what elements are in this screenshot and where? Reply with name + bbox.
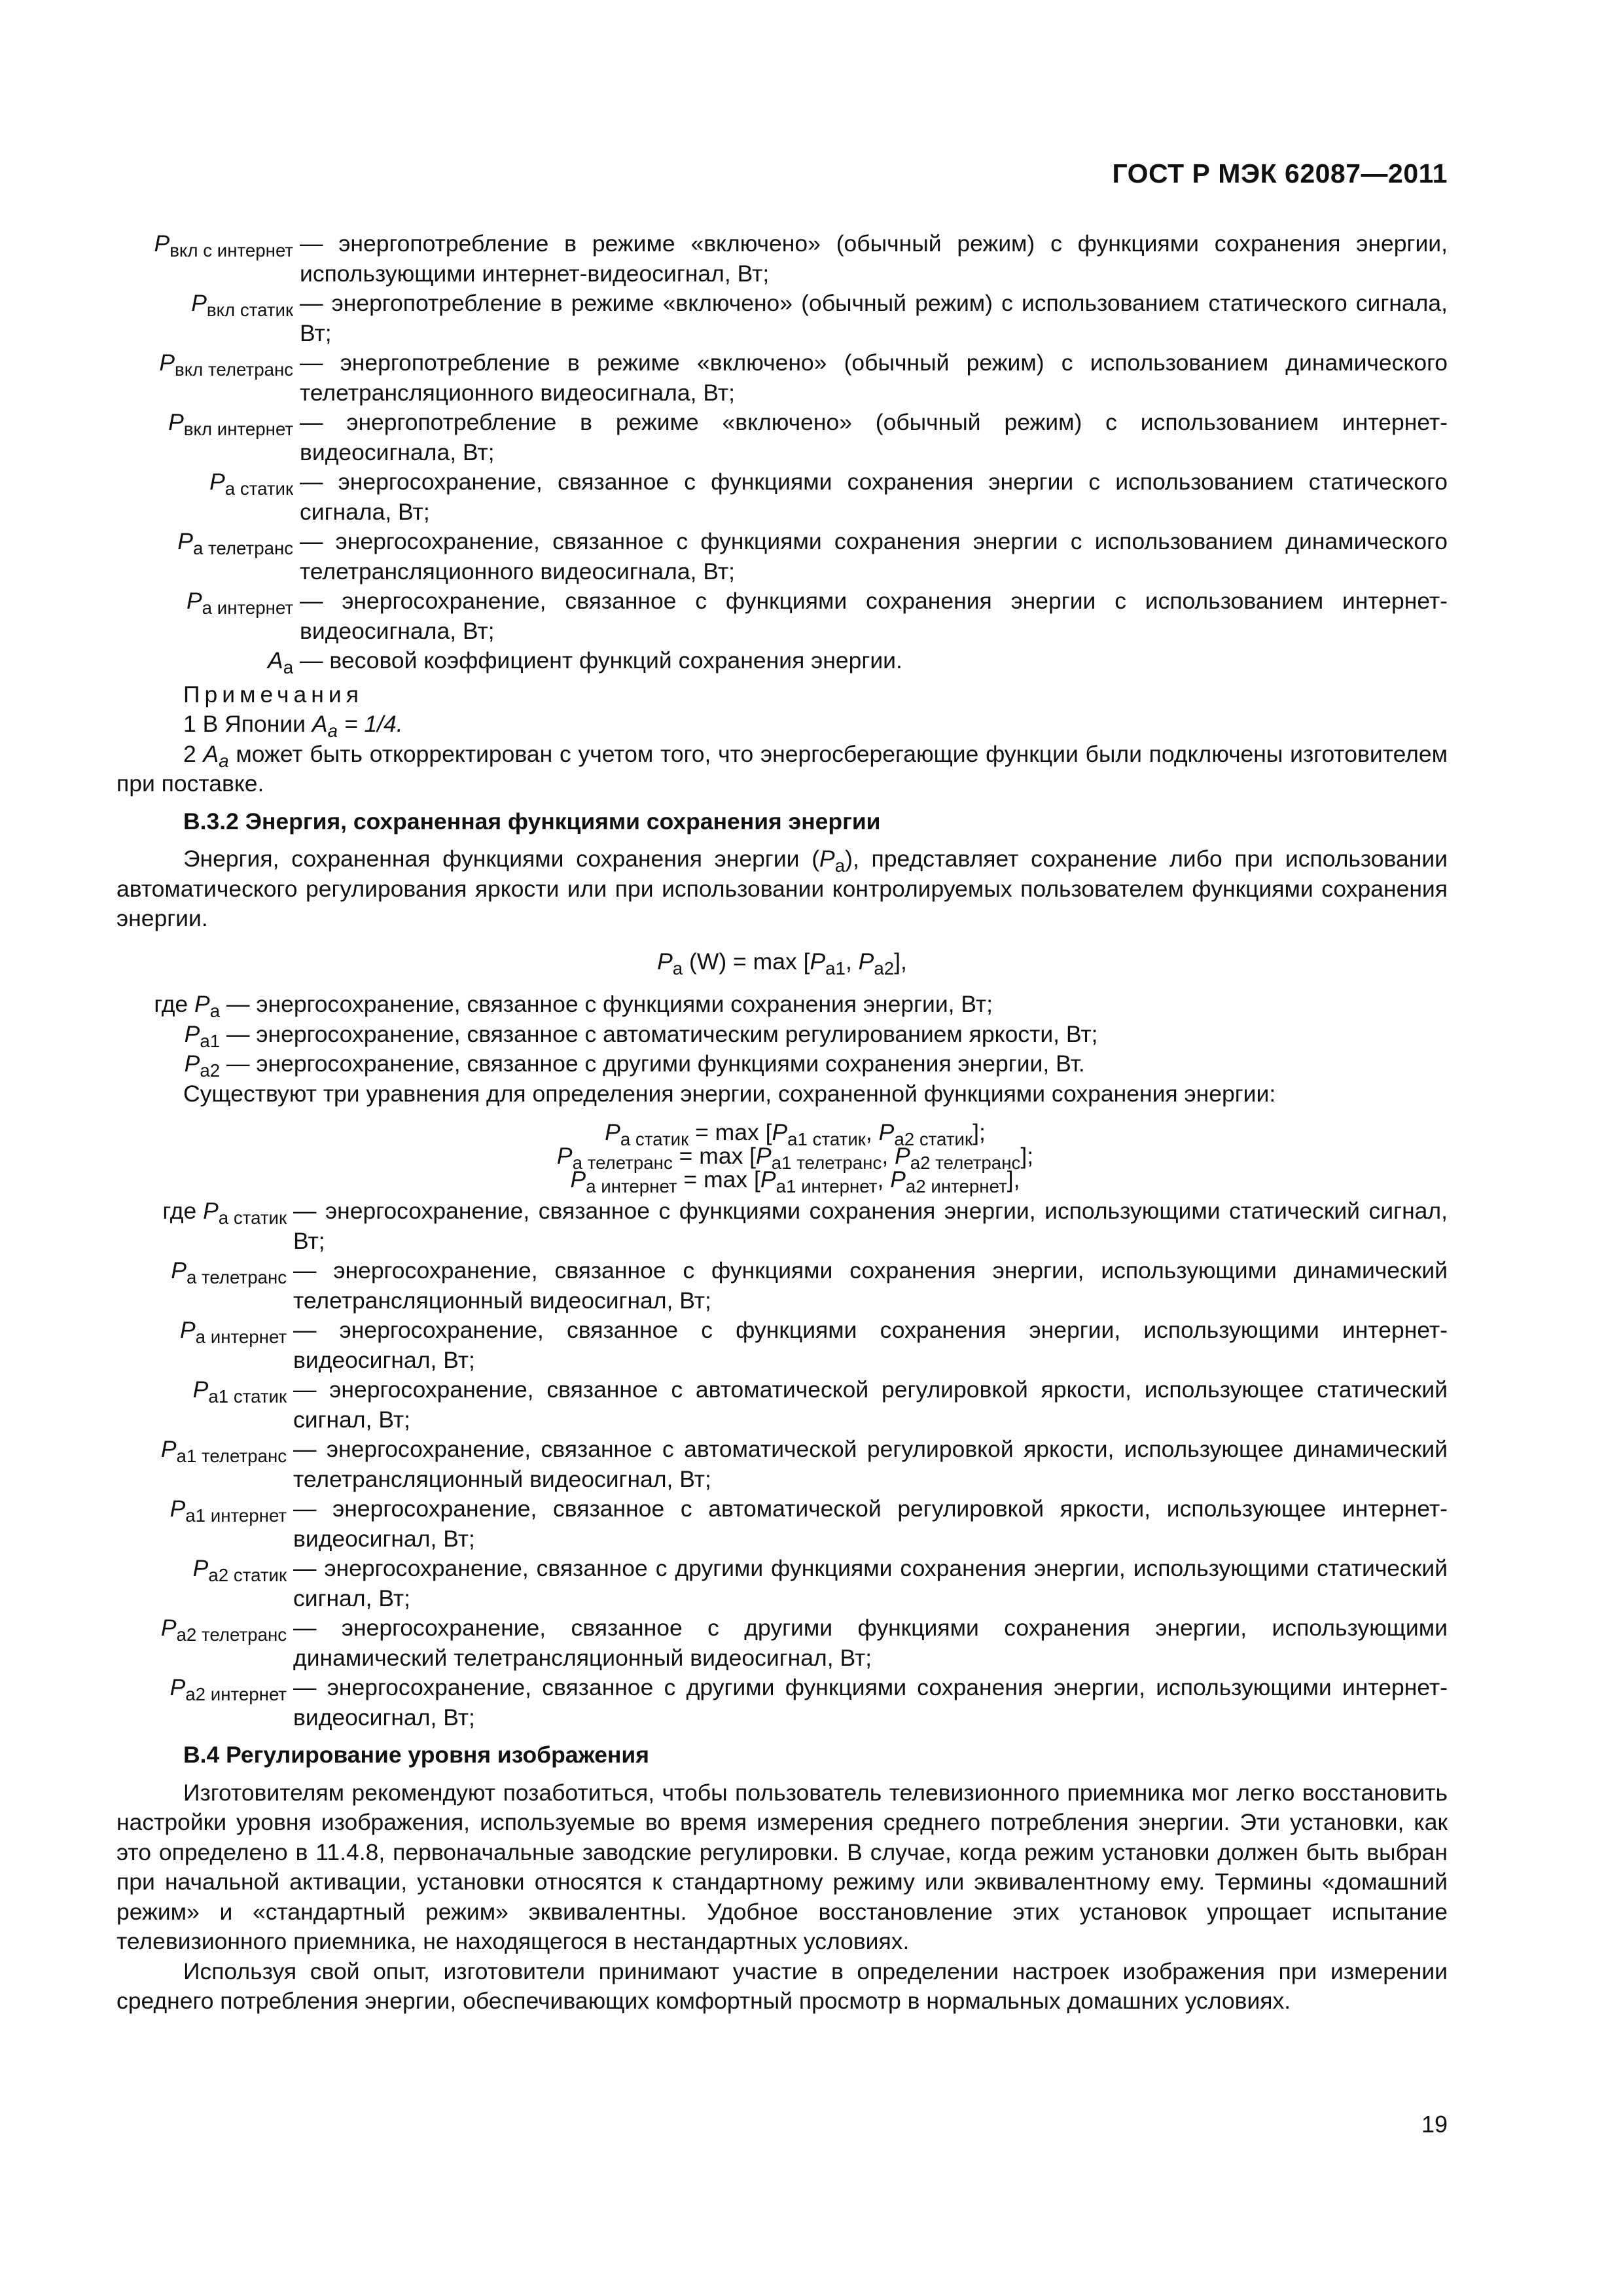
equation-lhs-subscript: а интернет	[586, 1175, 677, 1196]
definition-text: — энергосохранение, связанное с автоматической регулировкой яркости, использующее статический сигнал, Вт;	[293, 1376, 1448, 1433]
definition-text: — энергосохранение, связанное с функциями сохранения энергии, использующими статический сигнал, Вт;	[293, 1198, 1448, 1254]
definition-symbol	[116, 646, 300, 676]
definition-row	[116, 348, 1448, 408]
definition-row	[116, 1435, 1448, 1494]
paragraph-three-equations: Существуют три уравнения для определения энергии, сохраненной функциями сохранения энергии:	[183, 1080, 1276, 1107]
symbol-subscript: а2	[200, 1060, 221, 1081]
definition-text: — энергосохранение, связанное с функциями сохранения энергии с использованием динамического телетрансляционного видеосигнала, Вт;	[300, 528, 1448, 584]
equation-end: ],	[1007, 1166, 1020, 1193]
symbol-subscript: а2 интернет	[185, 1683, 287, 1704]
equation-end: ];	[1020, 1143, 1034, 1169]
symbol-subscript: а2 статик	[208, 1564, 287, 1585]
symbol-letter: P	[160, 1436, 177, 1462]
symbol-letter: P	[203, 1198, 219, 1224]
symbol-letter: P	[159, 350, 175, 376]
equation-operator: = max [	[672, 1143, 757, 1169]
symbol-letter: P	[556, 1143, 573, 1169]
definition-symbol	[116, 527, 300, 557]
definition-symbol	[116, 1256, 293, 1286]
definition-row	[116, 990, 1448, 1020]
symbol-subscript: вкл статик	[206, 299, 294, 320]
symbol-letter: P	[169, 1674, 186, 1700]
equation-a2-subscript: а2 телетранс	[910, 1152, 1021, 1173]
symbol-letter: P	[890, 1166, 906, 1193]
equation-operator: = max [	[677, 1166, 760, 1193]
definition-row	[116, 1196, 1448, 1256]
definition-row	[116, 1020, 1448, 1050]
symbol-subscript: а телетранс	[192, 537, 294, 558]
definition-text: — энергосохранение, связанное с функциями сохранения энергии, использующими динамический телетрансляционный видеосигнал, Вт;	[293, 1257, 1448, 1314]
equation-a1-subscript: а1 статик	[787, 1128, 866, 1149]
symbol-letter: P	[171, 1257, 187, 1283]
symbol-letter: P	[570, 1166, 586, 1193]
definition-text: — энергосохранение, связанное с другими функциями сохранения энергии, использующими статический сигнал, Вт;	[293, 1555, 1448, 1611]
equation-line: $P_{а статик} = \max [P_{а1 статик}$, $P_{а2 статик}$];	[605, 1119, 986, 1149]
definition-symbol	[116, 1435, 293, 1465]
symbol-subscript: а1 телетранс	[176, 1445, 287, 1466]
definitions-list-3	[116, 1196, 1448, 1732]
definition-symbol	[116, 408, 300, 438]
document-body	[116, 229, 1448, 2017]
symbol-letter: P	[169, 1496, 186, 1522]
symbol-subscript: а1 интернет	[185, 1505, 287, 1526]
definition-text: — энергопотребление в режиме «включено» (обычный режим) с использованием статического сигнала, Вт;	[300, 290, 1448, 346]
definition-row	[116, 586, 1448, 646]
equations-group	[116, 1119, 1448, 1196]
symbol-letter: P	[194, 991, 210, 1017]
symbol-letter: P	[605, 1119, 620, 1145]
definition-symbol	[116, 467, 300, 497]
definition-text: — энергопотребление в режиме «включено» (обычный режим) с использованием динамического телетрансляционного видеосигнала, Вт;	[300, 350, 1448, 406]
symbol-subscript: а	[209, 1000, 221, 1021]
definitions-list-2	[116, 990, 1448, 1079]
definition-row	[116, 1554, 1448, 1613]
symbol-subscript: а1 статик	[208, 1386, 287, 1407]
definition-text: — энергосохранение, связанное с другими функциями сохранения энергии, использующими интернет-видеосигнал, Вт;	[293, 1674, 1448, 1731]
symbol-letter: P	[192, 1376, 209, 1403]
definition-symbol	[116, 1049, 226, 1079]
symbol-letter: P	[756, 1143, 772, 1169]
paragraph-b32-intro: Энергия, сохраненная функциями сохранения энергии $(P_а)$, представляет сохранение либо при использовании автоматического регулирования яркости или при использовании контролируемых пользователем функциями сохранения энергии.	[116, 846, 1448, 931]
definition-row	[116, 1049, 1448, 1079]
definition-row	[116, 646, 1448, 676]
definition-text: — энергопотребление в режиме «включено» (обычный режим) с использованием интернет-видеосигнала, Вт;	[300, 409, 1448, 465]
definition-symbol	[116, 289, 300, 319]
section-heading-b32: В.3.2 Энергия, сохраненная функциями сохранения энергии	[183, 808, 881, 834]
definition-symbol	[116, 1613, 293, 1643]
symbol-letter: P	[154, 230, 170, 257]
symbol-subscript: а2 телетранс	[176, 1624, 287, 1645]
equation-line: $P_{а интернет} = \max [P_{а1 интернет}$, $P_{а2 интернет}$],	[570, 1166, 1020, 1196]
symbol-subscript: вкл интернет	[183, 418, 294, 439]
equation-a1-subscript: а1 интернет	[776, 1175, 878, 1196]
note-2: 2 $A_а$ может быть откорректирован с учетом того, что энергосберегающие функции были подключены изготовителем при поставке.	[116, 740, 1448, 797]
definition-symbol	[116, 1020, 226, 1050]
definition-symbol	[116, 586, 300, 617]
definition-symbol	[116, 229, 300, 259]
notes-title: Примечания	[183, 681, 363, 708]
symbol-subscript: а интернет	[202, 597, 294, 618]
equation-a2-subscript: а2 интернет	[905, 1175, 1007, 1196]
symbol-letter: P	[179, 1317, 196, 1343]
definition-symbol	[116, 1494, 293, 1524]
symbol-subscript: а	[283, 656, 294, 677]
definition-text: — энергосохранение, связанное с автоматической регулировкой яркости, использующее динамический телетрансляционный видеосигнал, Вт;	[293, 1436, 1448, 1492]
symbol-subscript: вкл с интернет	[169, 240, 294, 260]
definition-text: — весовой коэффициент функций сохранения энергии.	[300, 647, 902, 673]
equation-end: ];	[972, 1119, 986, 1145]
definition-text: — энергосохранение, связанное с функциями сохранения энергии с использованием статического сигнала, Вт;	[300, 469, 1448, 525]
definition-row	[116, 408, 1448, 467]
definition-symbol	[116, 1554, 293, 1584]
symbol-letter: P	[895, 1143, 910, 1169]
definition-text: — энергосохранение, связанное с автоматической регулировкой яркости, использующее интернет-видеосигнал, Вт;	[293, 1496, 1448, 1552]
definition-row	[116, 1316, 1448, 1375]
definition-row	[116, 1613, 1448, 1673]
definition-text: — энергосохранение, связанное с функциями сохранения энергии, использующими интернет-видеосигнал, Вт;	[293, 1317, 1448, 1373]
definition-text: — энергосохранение, связанное с функциями сохранения энергии с использованием интернет-видеосигнала, Вт;	[300, 588, 1448, 644]
definition-row	[116, 229, 1448, 289]
definition-text: — энергопотребление в режиме «включено» (обычный режим) с функциями сохранения энергии, использующими интернет-видеосигнал, Вт;	[300, 230, 1448, 287]
symbol-subscript: а статик	[224, 478, 294, 499]
symbol-letter: P	[184, 1020, 200, 1047]
equation-a1-subscript: а1 телетранс	[771, 1152, 882, 1173]
definition-symbol	[116, 1196, 293, 1227]
definition-symbol	[116, 990, 226, 1020]
symbol-subscript: а интернет	[195, 1326, 287, 1347]
equation-lhs-subscript: а статик	[620, 1128, 689, 1149]
symbol-letter: P	[772, 1119, 788, 1145]
definition-row	[116, 467, 1448, 527]
symbol-letter: P	[184, 1050, 200, 1077]
definition-row	[116, 527, 1448, 586]
definition-row	[116, 1494, 1448, 1554]
definition-text: — энергосохранение, связанное с другими функциями сохранения энергии, использующими динамический телетрансляционный видеосигнал, Вт;	[293, 1615, 1448, 1671]
symbol-subscript: а телетранс	[186, 1266, 287, 1287]
definition-symbol	[116, 1316, 293, 1346]
page-number: 19	[1421, 2111, 1448, 2138]
equation-line: $P_{а телетранс} = \max [P_{а1 телетранс}$, $P_{а2 телетранс}$];	[556, 1143, 1034, 1173]
paragraph-b4-2: Используя свой опыт, изготовители принимают участие в определении настроек изображения при измерении среднего потребления энергии, обеспечивающих комфортный просмотр в нормальных домашних условиях.	[116, 1958, 1448, 2014]
symbol-letter: P	[160, 1615, 177, 1641]
where-label: где	[162, 1198, 204, 1224]
symbol-letter: P	[209, 469, 225, 495]
symbol-letter: P	[191, 290, 207, 316]
definition-row	[116, 1375, 1448, 1435]
where-label: где	[154, 991, 195, 1017]
definition-symbol	[116, 1673, 293, 1703]
section-heading-b4: В.4 Регулирование уровня изображения	[183, 1742, 649, 1768]
definitions-list-1	[116, 229, 1448, 676]
definition-row	[116, 1673, 1448, 1732]
symbol-letter: P	[186, 588, 202, 614]
symbol-letter: P	[760, 1166, 776, 1193]
symbol-letter: P	[878, 1119, 895, 1145]
definition-symbol	[116, 348, 300, 378]
note-1: 1 В Японии $A_а = 1/4$.	[183, 711, 403, 741]
symbol-letter: P	[177, 528, 193, 554]
symbol-subscript: а1	[200, 1030, 221, 1051]
definition-row	[116, 1256, 1448, 1316]
paragraph-b4-1: Изготовителям рекомендуют позаботиться, чтобы пользователь телевизионного приемника мог легко восстановить настройки уровня изображения, используемые во время измерения среднего потребления энергии. Эти установки, как это определено в 11.4.8, первоначальные заводские регулировки. В случае, когда режим установки должен быть выбран при начальной активации, установки относятся к стандартному режиму или эквивалентному ему. Термины «домашний режим» и «стандартный режим» эквивалентны. Удобное восстановление этих установок упрощает испытание телевизионного приемника, не находящегося в нестандартных условиях.	[116, 1779, 1448, 1954]
document-header: ГОСТ Р МЭК 62087—2011	[1112, 158, 1448, 188]
symbol-subscript: вкл телетранс	[175, 359, 294, 380]
definition-row	[116, 289, 1448, 348]
definition-text: — энергосохранение, связанное с автоматическим регулированием яркости, Вт;	[226, 1020, 1098, 1047]
symbol-letter: P	[192, 1555, 209, 1581]
definition-text: — энергосохранение, связанное с функциями сохранения энергии, Вт;	[226, 991, 993, 1017]
equation-a2-subscript: а2 статик	[894, 1128, 973, 1149]
equation-lhs-subscript: а телетранс	[572, 1152, 673, 1173]
symbol-subscript: а статик	[218, 1207, 287, 1228]
formula-pa-max: $P_а$ $(W) = \max [P_{а1}$, $P_{а2}$],	[657, 948, 907, 978]
definition-symbol	[116, 1375, 293, 1405]
symbol-letter: A	[268, 647, 283, 673]
definition-text: — энергосохранение, связанное с другими функциями сохранения энергии, Вт.	[226, 1050, 1085, 1077]
symbol-letter: P	[168, 409, 184, 435]
equation-operator: = max [	[688, 1119, 772, 1145]
